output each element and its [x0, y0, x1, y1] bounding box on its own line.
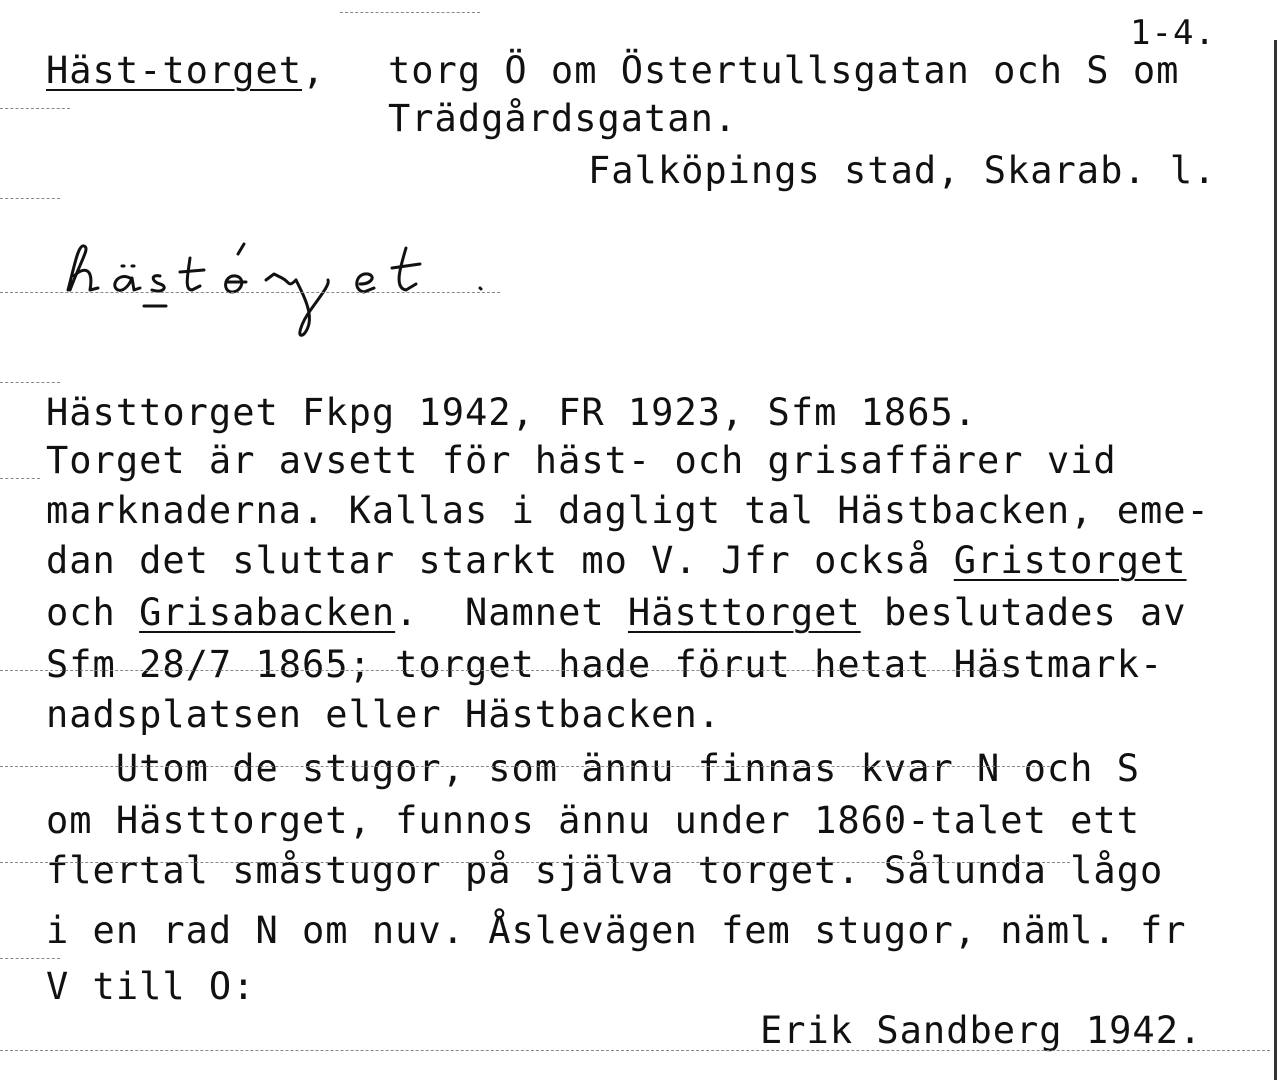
- ruling-line: [0, 382, 60, 383]
- ruling-line: [0, 108, 70, 109]
- ruling-line: [0, 478, 40, 479]
- card-edge-rule: [1274, 40, 1277, 1080]
- body-line-4: [46, 540, 1187, 582]
- body-line-6: Sfm 28/7 1865; torget hade förut hetat Hästmark-: [46, 643, 1164, 686]
- body-line-5-mid: . Namnet: [395, 591, 628, 634]
- body-line-7: nadsplatsen eller Hästbacken.: [46, 693, 722, 736]
- body-line-2: Torget är avsett för häst- och grisaffärer vid: [46, 439, 1117, 482]
- body-line-4-text: dan det sluttar starkt mo V. Jfr också: [46, 539, 954, 582]
- body-line-8: Utom de stugor, som ännu finnas kvar N och S: [46, 747, 1140, 790]
- cross-reference-grisabacken: Grisabacken: [139, 591, 396, 634]
- body-line-5: [46, 592, 1187, 634]
- ruling-line: [0, 1050, 1270, 1051]
- headword-comma: ,: [302, 49, 326, 92]
- headword-line: [46, 50, 325, 92]
- cross-reference-hasttorget: Hästtorget: [627, 591, 861, 634]
- ruling-line: [340, 12, 480, 13]
- body-line-11: i en rad N om nuv. Åslevägen fem stugor, näml. fr: [46, 909, 1187, 952]
- card-number: 1-4.: [1130, 13, 1216, 53]
- handwritten-pronunciation: [60, 228, 490, 348]
- description-line-1: torg Ö om Östertullsgatan och S om: [388, 49, 1180, 92]
- location-line: Falköpings stad, Skarab. l.: [588, 149, 1217, 192]
- headword: Häst-torget: [46, 49, 303, 92]
- body-line-12: V till O:: [46, 965, 256, 1008]
- body-line-10: flertal småstugor på själva torget. Sålunda lågo: [46, 849, 1164, 892]
- ruling-line: [0, 292, 500, 293]
- body-line-5-suffix: beslutades av: [860, 591, 1187, 634]
- body-line-3: marknaderna. Kallas i dagligt tal Hästbacken, eme-: [46, 489, 1210, 532]
- body-line-5-prefix: och: [46, 591, 140, 634]
- ruling-line: [0, 766, 1050, 767]
- cross-reference-gristorget: Gristorget: [953, 539, 1187, 582]
- signature: Erik Sandberg 1942.: [760, 1009, 1203, 1052]
- ruling-line: [0, 670, 1010, 671]
- description-line-2: Trädgårdsgatan.: [388, 97, 738, 140]
- body-line-9: om Hästtorget, funnos ännu under 1860-talet ett: [46, 799, 1140, 842]
- ruling-line: [0, 198, 60, 199]
- ruling-line: [0, 862, 1070, 863]
- ruling-line: [0, 958, 60, 959]
- body-line-1: Hästtorget Fkpg 1942, FR 1923, Sfm 1865.: [46, 391, 978, 434]
